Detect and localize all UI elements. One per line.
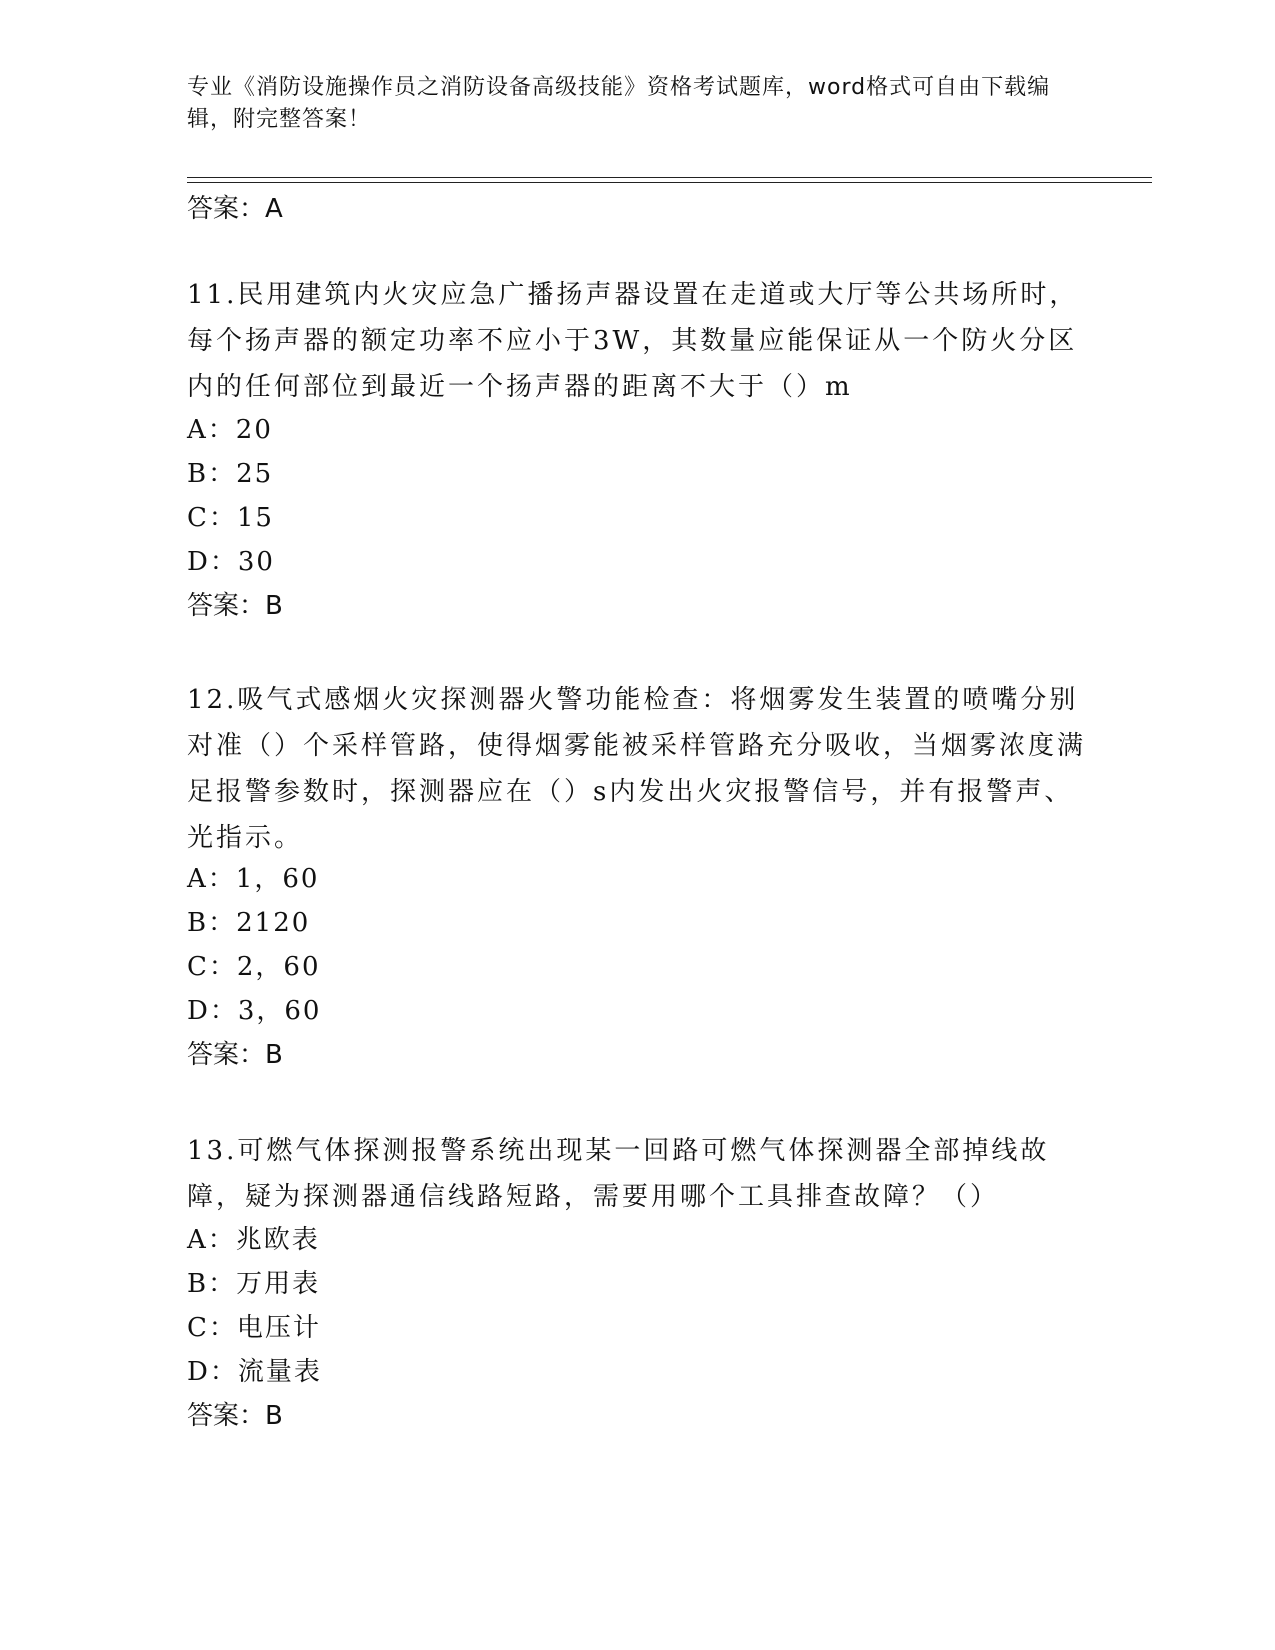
question-12-option-a: A：1，60: [187, 864, 320, 894]
question-12-option-c: C：2，60: [187, 952, 321, 982]
question-11-answer: 答案：B: [187, 591, 283, 621]
question-13-option-a: A：兆欧表: [187, 1225, 320, 1255]
question-13-text: 13.可燃气体探测报警系统出现某一回路可燃气体探测器全部掉线故障，疑为探测器通信线路短路，需要用哪个工具排查故障？（）: [187, 1136, 1050, 1212]
header-divider-bottom: [187, 182, 1152, 183]
question-11-option-d: D：30: [187, 547, 275, 577]
question-13-answer: 答案：B: [187, 1401, 283, 1431]
document-header: 专业《消防设施操作员之消防设备高级技能》资格考试题库，word格式可自由下载编辑，附完整答案！: [187, 75, 1051, 132]
question-13-option-d: D：流量表: [187, 1357, 322, 1387]
question-13-option-b: B：万用表: [187, 1269, 321, 1299]
header-divider-top: [187, 177, 1152, 178]
question-13-option-c: C：电压计: [187, 1313, 321, 1343]
previous-answer: 答案：A: [187, 194, 283, 224]
question-11-option-b: B：25: [187, 459, 274, 489]
question-12-answer: 答案：B: [187, 1040, 283, 1070]
question-11-option-c: C：15: [187, 503, 274, 533]
question-12-option-b: B：2120: [187, 908, 311, 938]
question-12-text: 12.吸气式感烟火灾探测器火警功能检查：将烟雾发生装置的喷嘴分别对准（）个采样管路，使得烟雾能被采样管路充分吸收，当烟雾浓度满足报警参数时，探测器应在（）s内发出火灾报警信号，并有报警声、光指示。: [187, 685, 1087, 853]
question-11-text: 11.民用建筑内火灾应急广播扬声器设置在走道或大厅等公共场所时，每个扬声器的额定功率不应小于3W，其数量应能保证从一个防火分区内的任何部位到最近一个扬声器的距离不大于（）m: [187, 280, 1079, 402]
question-11-option-a: A：20: [187, 415, 273, 445]
question-12-option-d: D：3，60: [187, 996, 322, 1026]
